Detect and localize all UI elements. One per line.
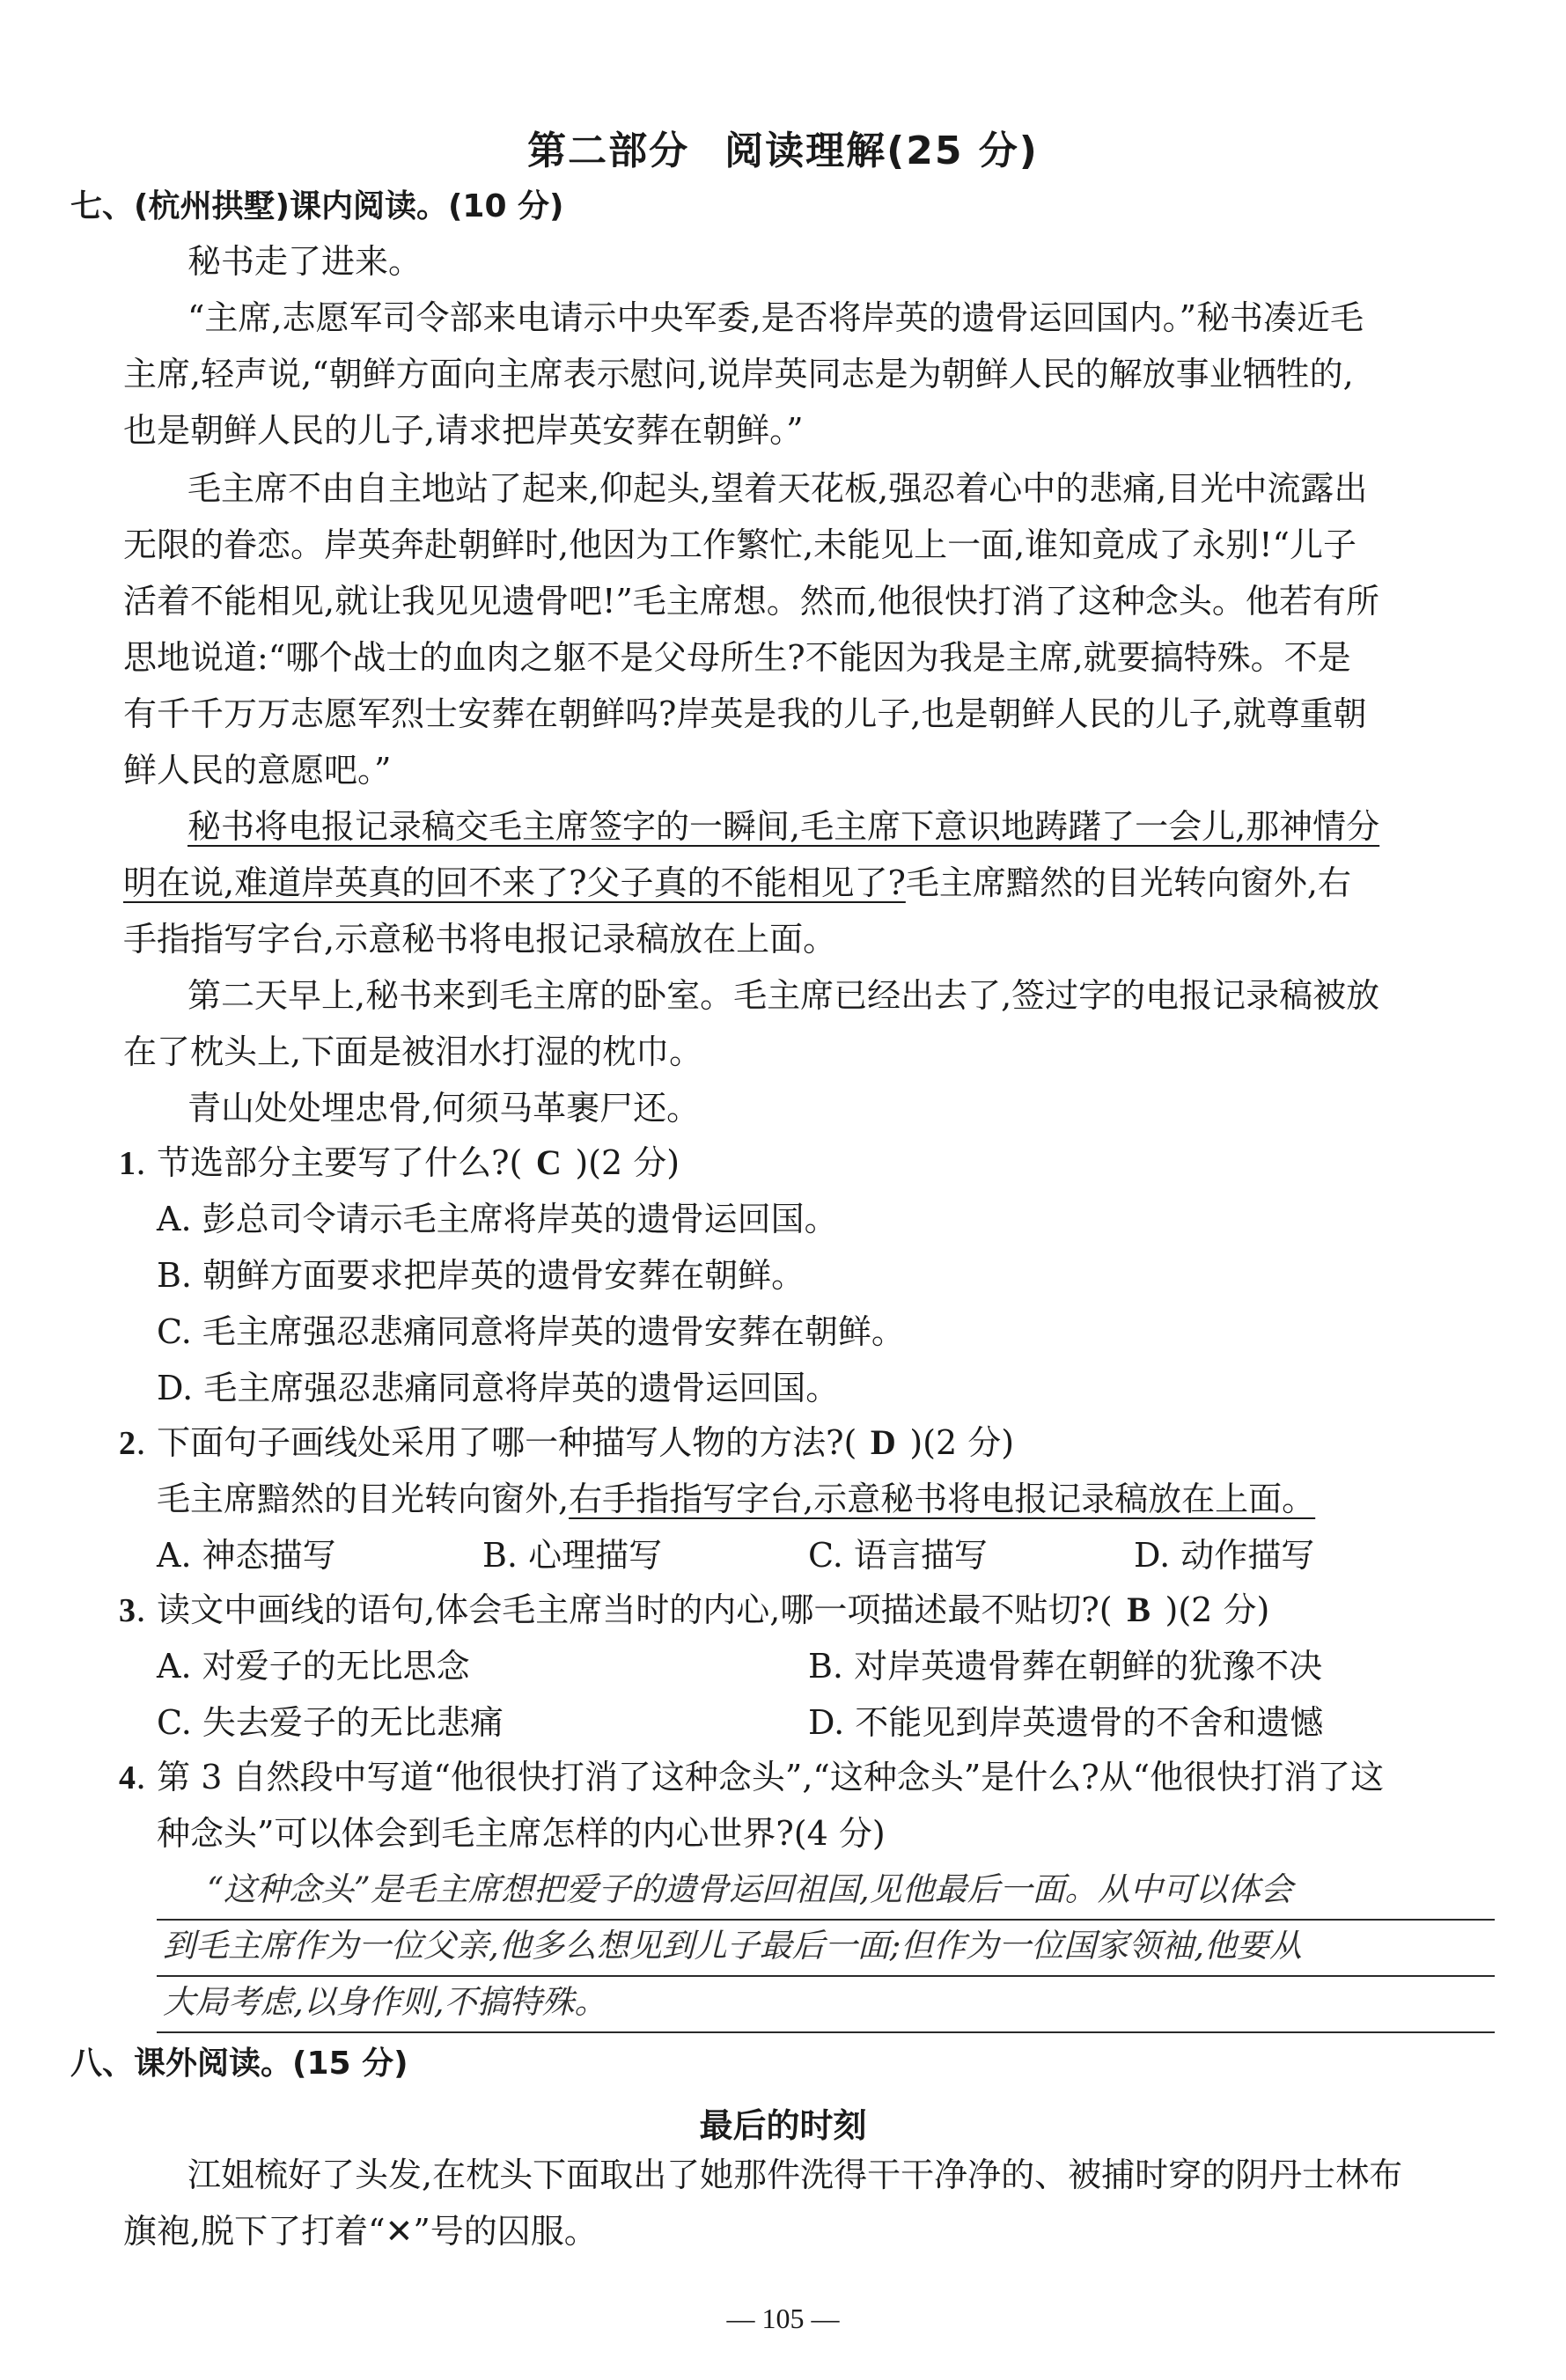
option-d: D. 毛主席强忍悲痛同意将岸英的遗骨运回国。 (157, 1369, 840, 1407)
part-title-right: 阅读理解(25 分) (724, 129, 1039, 173)
sentence-plain: 毛主席黯然的目光转向窗外, (157, 1480, 570, 1518)
answer-rule (157, 1975, 1495, 1977)
question-score: )(2 分) (909, 1423, 1015, 1462)
passage-line: 主席,轻声说,“朝鲜方面向主席表示慰问,说岸英同志是为朝鲜人民的解放事业牺牲的, (123, 355, 1354, 393)
option-c: C. 毛主席强忍悲痛同意将岸英的遗骨安葬在朝鲜。 (157, 1312, 905, 1351)
question-text: . 第 3 自然段中写道“他很快打消了这种念头”,“这种念头”是什么?从“他很快打消了这 (136, 1758, 1385, 1796)
passage-line-underlined (123, 861, 1351, 905)
handwritten-answer-line: 大局考虑,以身作则,不搞特殊。 (163, 1983, 607, 2021)
option-b: B. 心理描写 (482, 1536, 663, 1575)
passage-line: 江姐梳好了头发,在枕头下面取出了她那件洗得干干净净的、被捕时穿的阴丹士林布 (187, 2156, 1403, 2194)
option-b: B. 对岸英遗骨葬在朝鲜的犹豫不决 (808, 1647, 1323, 1686)
question-4-stem-line-2: 种念头”可以体会到毛主席怎样的内心世界?(4 分) (157, 1814, 886, 1853)
question-2-stem (119, 1421, 1014, 1465)
passage-line: 旗袍,脱下了打着“✕”号的囚服。 (123, 2212, 598, 2251)
passage-line: 第二天早上,秘书来到毛主席的卧室。毛主席已经出去了,签过字的电报记录稿被放 (187, 976, 1380, 1015)
passage-line: 秘书走了进来。 (187, 242, 423, 281)
page-number: — 105 — (726, 2303, 840, 2334)
section-8-num: 八、 (70, 2046, 135, 2082)
answer-rule (157, 1919, 1495, 1921)
part-title (0, 119, 1566, 175)
passage-line: 有千千万万志愿军烈士安葬在朝鲜吗?岸英是我的儿子,也是朝鲜人民的儿子,就尊重朝 (123, 694, 1367, 733)
underlined-text: 秘书将电报记录稿交毛主席签字的一瞬间,毛主席下意识地踌躇了一会儿,那神情分 (187, 807, 1380, 846)
question-4-stem-line-1 (119, 1755, 1384, 1800)
option-d: D. 不能见到岸英遗骨的不舍和遗憾 (808, 1703, 1324, 1742)
passage-line: 无限的眷恋。岸英奔赴朝鲜时,他因为工作繁忙,未能见上一面,谁知竟成了永别!“儿子 (123, 525, 1356, 564)
passage-line: 也是朝鲜人民的儿子,请求把岸英安葬在朝鲜。” (123, 411, 804, 450)
option-a: A. 彭总司令请示毛主席将岸英的遗骨运回国。 (157, 1200, 838, 1238)
passage-text: 毛主席黯然的目光转向窗外,右 (905, 863, 1351, 902)
question-1-stem (119, 1141, 680, 1186)
question-number: 1 (119, 1145, 136, 1182)
question-text: . 下面句子画线处采用了哪一种描写人物的方法?( (136, 1423, 857, 1462)
answer-mark: C (535, 1142, 562, 1182)
option-d: D. 动作描写 (1134, 1536, 1315, 1575)
handwritten-answer-line: 到毛主席作为一位父亲,他多么想见到儿子最后一面;但作为一位国家领袖,他要从 (163, 1927, 1302, 1965)
passage-line: 毛主席不由自主地站了起来,仰起头,望着天花板,强忍着心中的悲痛,目光中流露出 (187, 469, 1368, 508)
option-b: B. 朝鲜方面要求把岸英的遗骨安葬在朝鲜。 (157, 1256, 805, 1295)
section-7-tag: (杭州拱墅) (134, 188, 290, 224)
question-number: 2 (119, 1425, 136, 1462)
question-number: 4 (119, 1759, 136, 1796)
answer-mark: B (1127, 1590, 1151, 1629)
handwritten-answer-line: “这种念头”是毛主席想把爱子的遗骨运回祖国,见他最后一面。从中可以体会 (207, 1870, 1293, 1908)
part-title-left: 第二部分 (527, 129, 690, 173)
question-text: . 读文中画线的语句,体会毛主席当时的内心,哪一项描述最不贴切?( (136, 1590, 1113, 1629)
option-a: A. 对爱子的无比思念 (157, 1647, 470, 1686)
question-score: )(2 分) (1165, 1590, 1270, 1629)
question-2-sentence (157, 1477, 1315, 1521)
option-a: A. 神态描写 (157, 1536, 336, 1575)
passage-line: 青山处处埋忠骨,何须马革裹尸还。 (187, 1089, 701, 1128)
section-7-header (70, 185, 563, 229)
passage-line: 活着不能相见,就让我见见遗骨吧!”毛主席想。然而,他很快打消了这种念头。他若有所 (123, 582, 1379, 621)
question-text: . 节选部分主要写了什么?( (136, 1143, 523, 1182)
option-c: C. 失去爱子的无比悲痛 (157, 1703, 504, 1742)
underlined-text: 明在说,难道岸英真的回不来了?父子真的不能相见了? (123, 863, 906, 902)
option-c: C. 语言描写 (808, 1536, 988, 1575)
answer-rule (157, 2031, 1495, 2033)
question-score: )(2 分) (575, 1143, 680, 1182)
passage-line: 鲜人民的意愿吧。” (123, 751, 392, 790)
section-7-title: 课内阅读。(10 分) (289, 188, 564, 224)
passage-line-underlined (187, 804, 1379, 848)
passage-line: 在了枕头上,下面是被泪水打湿的枕巾。 (123, 1032, 703, 1071)
question-3-stem (119, 1588, 1269, 1633)
question-number: 3 (119, 1592, 136, 1629)
passage-line: 思地说道:“哪个战士的血肉之躯不是父母所生?不能因为我是主席,就要搞特殊。不是 (123, 638, 1351, 677)
answer-mark: D (870, 1422, 896, 1462)
sentence-underlined: 右手指指写字台,示意秘书将电报记录稿放在上面。 (569, 1480, 1316, 1518)
passage-line: 手指指写字台,示意秘书将电报记录稿放在上面。 (123, 920, 837, 959)
passage-2-title: 最后的时刻 (699, 2106, 867, 2145)
section-7-num: 七、 (70, 188, 135, 224)
section-8-header (70, 2042, 408, 2086)
passage-line: “主席,志愿军司令部来电请示中央军委,是否将岸英的遗骨运回国内。”秘书凑近毛 (187, 298, 1364, 337)
section-8-title: 课外阅读。(15 分) (134, 2046, 408, 2082)
